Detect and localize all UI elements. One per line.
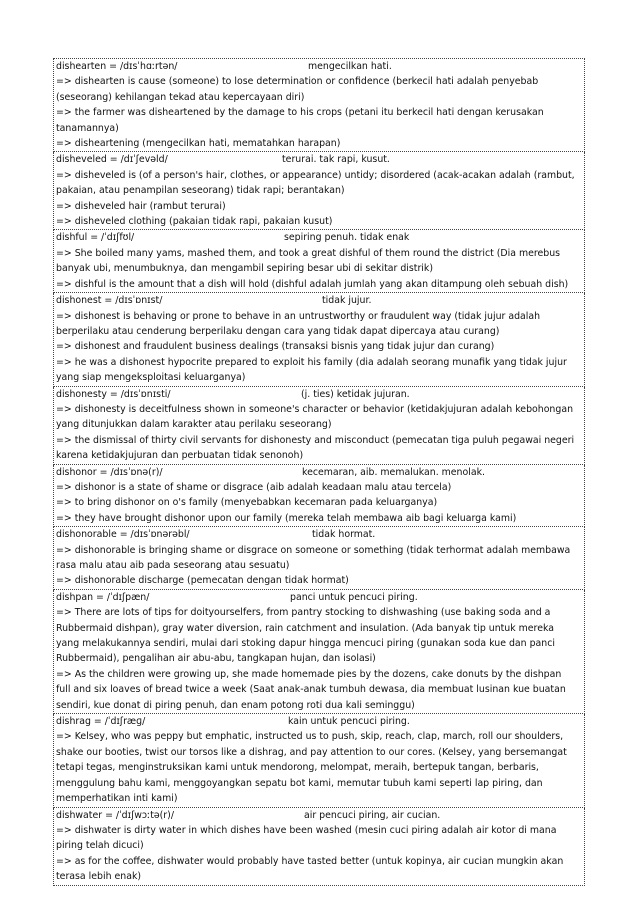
entry-line: => There are lots of tips for doityourselfers, from pantry stocking to dishwashing (use baking soda and a [56,607,551,619]
entry-header [56,230,582,245]
headword: dishearten = /dɪsˈhɑːrtən/ [56,61,178,72]
entry-line: => dishonor is a state of shame or disgrace (aib adalah keadaan malu atau tercela) [56,481,452,493]
entry-line: => the farmer was disheartened by the damage to his crops (petani itu berkecil hati dengan kerusakan [56,107,544,119]
entry-line: berperilaku atau cenderung berperilaku dengan cara yang tidak dapat dipercaya atau curang) [56,325,500,337]
entry-line: => Kelsey, who was peppy but emphatic, instructed us to push, skip, reach, clap, march, roll our shoulders, [56,731,564,743]
headword: dishful = /ˈdɪʃfʊl/ [56,232,135,244]
entry-header [56,293,582,308]
entry-line: yang siap mengeksploitasi keluarganya) [56,372,246,384]
document-page [53,58,585,886]
entry-line: karena ketidakjujuran dan perbuatan tidak senonoh) [56,450,304,462]
entry-header [56,714,582,729]
entry-line: => She boiled many yams, mashed them, and took a great dishful of them round the district (Dia merebus [56,247,561,259]
entry-line: => he was a dishonest hypocrite prepared to exploit his family (dia adalah seorang munafik yang tidak jujur [56,356,567,368]
translation: panci untuk pencuci piring. [290,591,418,603]
dictionary-entry [53,152,585,230]
translation: terurai. tak rapi, kusut. [282,154,390,166]
entry-line: => dishonorable discharge (pemecatan dengan tidak hormat) [56,575,349,587]
dictionary-entry [53,465,585,528]
dictionary-entry [53,808,585,886]
translation: air pencuci piring, air cucian. [304,809,441,821]
entry-line: => the dismissal of thirty civil servants for dishonesty and misconduct (pemecatan tiga puluh pegawai negeri [56,434,575,446]
entry-line: memperhatikan inti kami) [56,793,178,805]
entry-line: terasa lebih enak) [56,871,142,883]
entry-line: tanamannya) [56,122,119,134]
entry-line: pakaian, atau penampilan seseorang) tidak rapi; berantakan) [56,185,345,197]
entry-header [56,387,582,402]
entry-header [56,152,582,167]
entry-line: => dishonest and fraudulent business dealings (transaksi bisnis yang tidak jujur dan curang) [56,341,495,353]
headword: dishonorable = /dɪsˈɒnərəbl/ [56,529,190,541]
dictionary-entry [53,230,585,293]
dictionary-entry [53,58,585,152]
entry-line: (seseorang) kehilangan tekad atau kepercayaan diri) [56,91,305,103]
dictionary-entry [53,527,585,590]
entry-line: => As the children were growing up, she made homemade pies by the dozens, cake donuts by the dishpan [56,668,562,680]
dictionary-entry [53,590,585,714]
entry-line: => dishearten is cause (someone) to lose determination or confidence (berkecil hati adalah penyebab [56,76,539,88]
translation: (j. ties) ketidak jujuran. [301,388,410,400]
entry-line: shake our booties, twist our torsos like a dishrag, and pay attention to our cores. (Kelsey, yang bersemangat [56,746,567,758]
headword: dishrag = /ˈdɪʃræɡ/ [56,716,146,728]
entry-line: piring telah dicuci) [56,840,144,852]
translation: sepiring penuh. tidak enak [284,232,410,244]
entry-line: rasa malu atau aib pada seseorang atau sesuatu) [56,560,290,571]
headword: dishonesty = /dɪsˈɒnɪsti/ [56,388,171,400]
entry-line: => dishonorable is bringing shame or disgrace on someone or something (tidak terhormat adalah membawa [56,544,571,556]
entry-line: => dishwater is dirty water in which dishes have been washed (mesin cuci piring adalah air kotor di mana [56,824,557,836]
entry-line: tetapi tegas, menginstruksikan kami untuk mendorong, melompat, meraih, bertepuk tangan, berbaris, [56,762,539,774]
entry-line: => disheveled hair (rambut terurai) [56,200,226,212]
entry-line: => to bring dishonor on o's family (menyebabkan kecemaran pada keluarganya) [56,497,438,509]
entry-line: => disheartening (mengecilkan hati, mematahkan harapan) [56,138,341,150]
entry-header [56,808,582,823]
entry-header [56,527,582,542]
headword: dishonor = /dɪsˈɒnə(r)/ [56,466,163,478]
headword: dishpan = /ˈdɪʃpæn/ [56,591,150,603]
translation: tidak hormat. [312,529,376,541]
entry-line: Rubbermaid), pengalihan air abu-abu, tangkapan hujan, dan isolasi) [56,653,376,665]
entry-line: banyak ubi, menumbuknya, dan mengambil sepiring besar ubi di sekitar distrik) [56,263,433,275]
headword: dishwater = /ˈdɪʃwɔːtə(r)/ [56,809,174,821]
entry-line: Rubbermaid dishpan), gray water diversion, rain catchment and insulation. (Ada banyak tip untuk mereka [56,622,554,634]
translation: mengecilkan hati. [308,61,392,72]
entry-header [56,590,582,605]
entry-header [56,465,582,480]
entry-line: menggulung bahu kami, menggoyangkan sepatu bot kami, memutar tubuh kami seperti lap piring, dan [56,777,543,789]
translation: kain untuk pencuci piring. [288,716,410,728]
entry-line: => they have brought dishonor upon our family (mereka telah membawa aib bagi keluarga kami) [56,512,517,524]
dictionary-entry [53,387,585,465]
headword: disheveled = /dɪˈʃevəld/ [56,154,168,166]
entry-line: => dishonest is behaving or prone to behave in an untrustworthy or fraudulent way (tidak jujur adalah [56,310,541,322]
entry-line: sendiri, kue donat di piring penuh, dan enam potong roti dua kali seminggu) [56,699,415,711]
entry-line: => disheveled is (of a person's hair, clothes, or appearance) untidy; disordered (acak-acakan adalah (rambut, [56,169,575,181]
entry-line: full and six loaves of bread twice a week (Saat anak-anak tumbuh dewasa, dia membuat lusinan kue buatan [56,684,566,696]
translation: tidak jujur. [322,295,372,307]
entry-line: => dishonesty is deceitfulness shown in someone's character or behavior (ketidakjujuran adalah kebohongan [56,403,574,415]
headword: dishonest = /dɪsˈɒnɪst/ [56,295,163,307]
translation: kecemaran, aib. memalukan. menolak. [302,466,485,478]
dictionary-entry [53,714,585,807]
dictionary-entry [53,293,585,386]
entry-line: yang ditunjukkan dalam karakter atau perilaku seseorang) [56,419,332,431]
entry-line: => disheveled clothing (pakaian tidak rapi, pakaian kusut) [56,216,333,228]
entry-line: yang melakukannya sendiri, mulai dari stoking dapur hingga mencuci piring (gunakan soda kue dan panci [56,638,555,650]
entry-line: => as for the coffee, dishwater would probably have tasted better (untuk kopinya, air cucian mungkin akan [56,855,564,867]
entry-header [56,59,582,74]
entry-line: => dishful is the amount that a dish will hold (dishful adalah jumlah yang akan ditampung oleh sebuah dish) [56,278,569,290]
